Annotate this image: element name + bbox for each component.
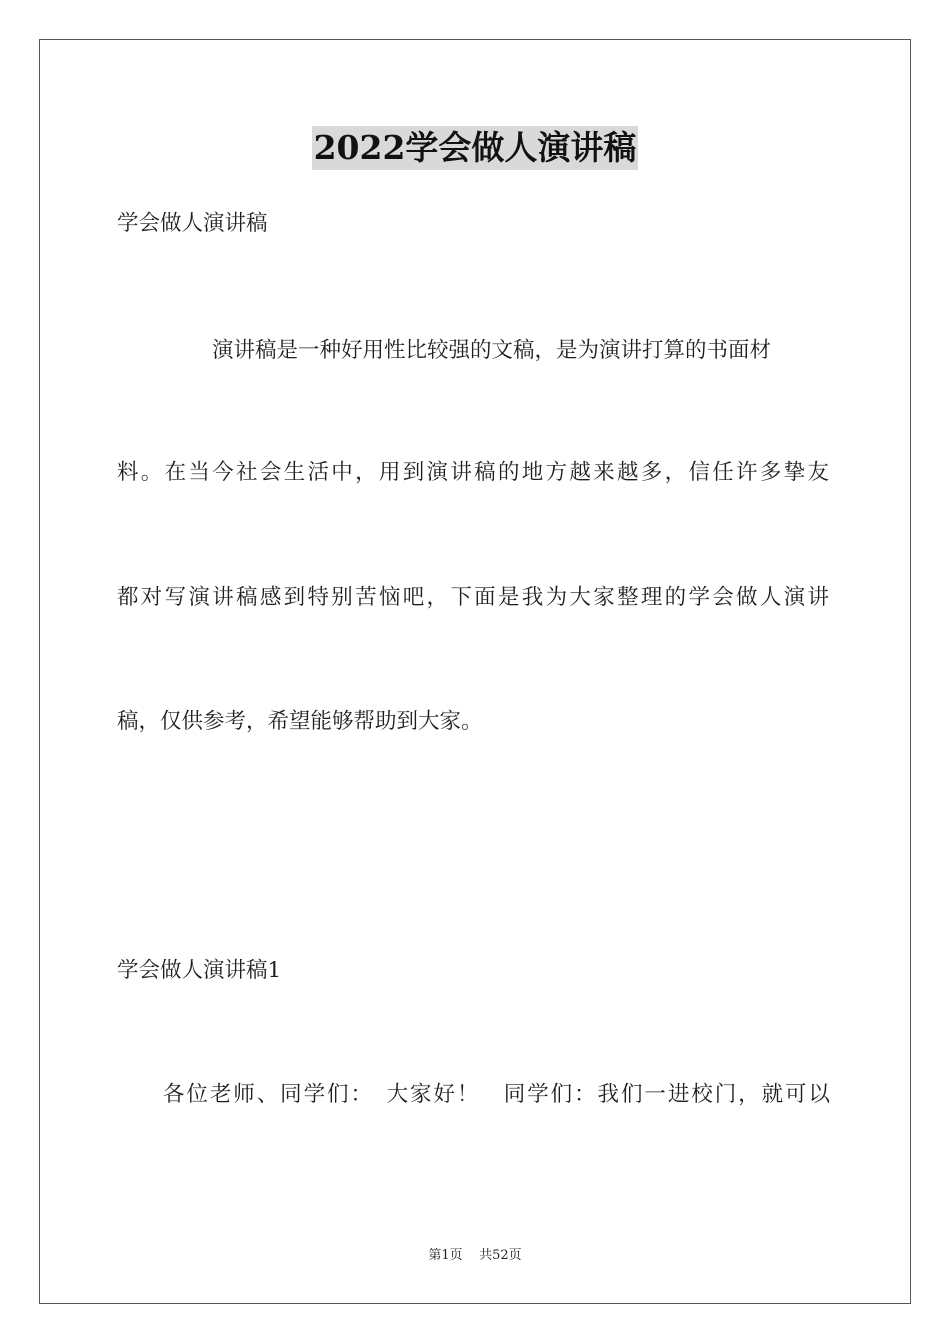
intro-line-4: 稿，仅供参考，希望能够帮助到大家。 (117, 709, 483, 734)
intro-line-3: 都对写演讲稿感到特别苦恼吧，下面是我为大家整理的学会做人演讲 (117, 585, 829, 610)
section-first-line: 各位老师、同学们： 大家好！ 同学们：我们一进校门，就可以 (163, 1082, 830, 1107)
document-title: 2022学会做人演讲稿 (312, 126, 639, 170)
page-number: 第1页 (428, 1248, 463, 1263)
page-total: 共52页 (479, 1248, 522, 1263)
section-heading: 学会做人演讲稿1 (117, 958, 282, 983)
page-footer (0, 1247, 950, 1265)
title-container (0, 126, 950, 170)
intro-line-2: 料。在当今社会生活中，用到演讲稿的地方越来越多，信任许多挚友 (117, 460, 829, 485)
document-subtitle: 学会做人演讲稿 (117, 211, 268, 236)
intro-line-1: 演讲稿是一种好用性比较强的文稿，是为演讲打算的书面材 (212, 338, 772, 363)
